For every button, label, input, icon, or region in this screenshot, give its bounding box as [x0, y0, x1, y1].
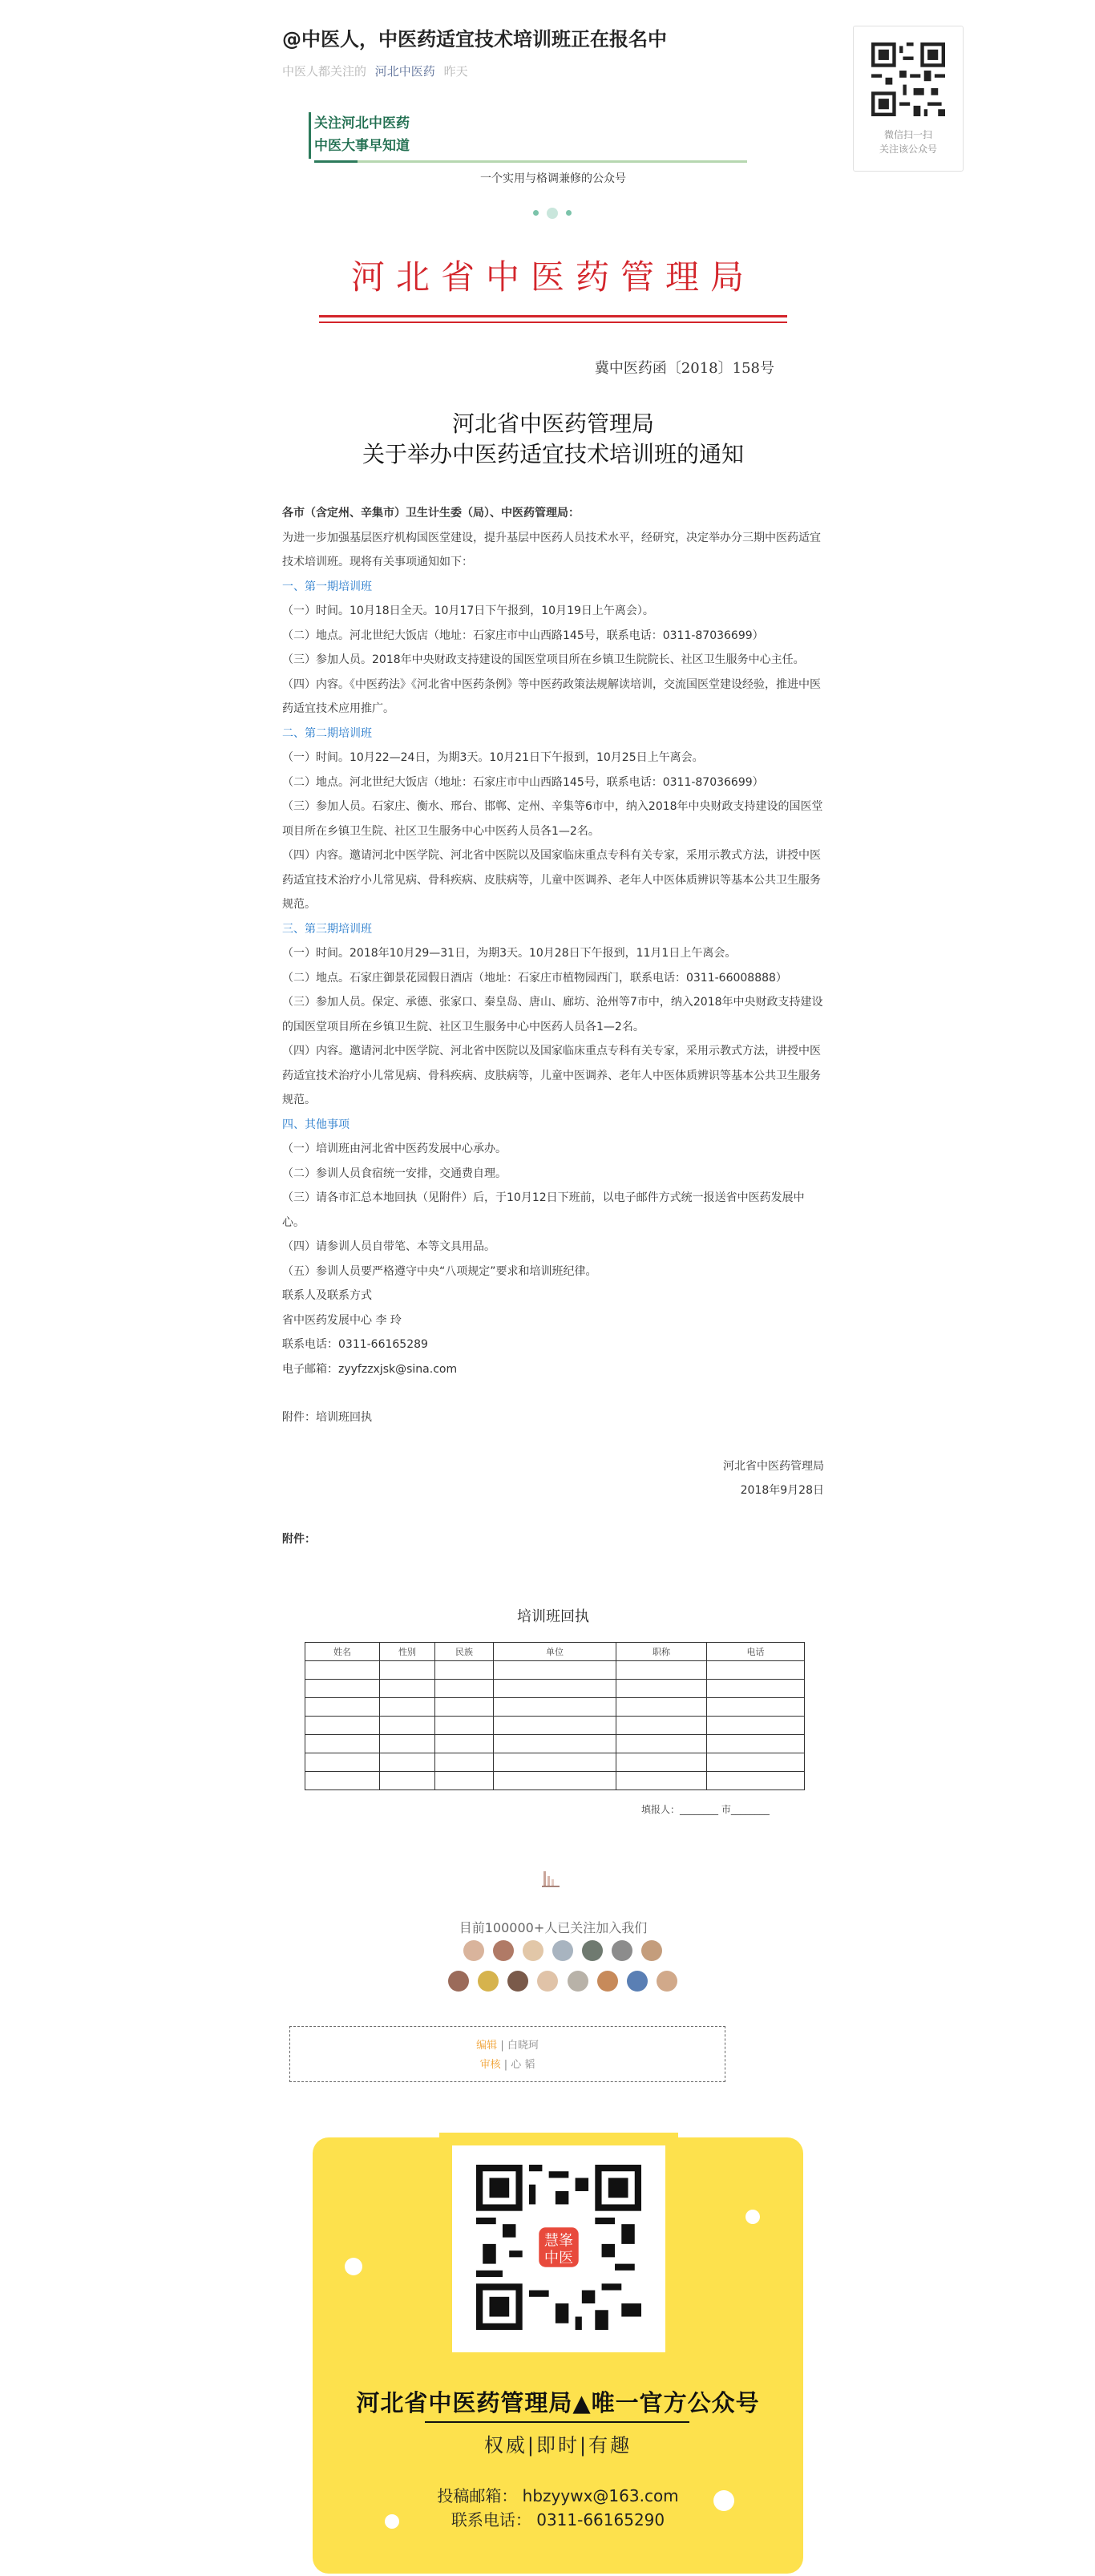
document-title-line1: 河北省中医药管理局 — [451, 410, 654, 437]
meta-prefix: 中医人都关注的 — [282, 64, 367, 79]
table-row — [305, 1717, 805, 1735]
section-heading: 四、其他事项 — [282, 1118, 350, 1131]
avatar-row — [442, 1940, 683, 1964]
roster-table — [305, 1642, 805, 1790]
article-title: @中医人，中医药适宜技术培训班正在报名中 — [282, 28, 667, 51]
table-row — [305, 1661, 805, 1680]
document-header-image — [313, 228, 794, 477]
account-link[interactable]: 河北中医药 — [374, 64, 435, 79]
column-header: 姓名 — [305, 1643, 380, 1661]
paragraph: （三）参加人员。保定、承德、张家口、秦皇岛、唐山、廊坊、沧州等7市中，纳入2018年中央财政支持建设的国医堂项目所在乡镇卫生院、社区卫生服务中心中医药人员各1—2名。 — [282, 996, 823, 1033]
banner-divider — [314, 160, 747, 163]
addressee: 各市（含定州、辛集市）卫生计生委（局）、中医药管理局： — [282, 507, 580, 520]
paragraph: （四）内容。邀请河北中医学院、河北省中医院以及国家临床重点专科有关专家，采用示教式方法，讲授中医药适宜技术治疗小儿常见病、骨科疾病、皮肤病等，儿童中医调养、老年人中医体质辨识等基本公共卫生服务规范。 — [282, 1045, 821, 1106]
section-heading: 三、第三期培训班 — [282, 922, 372, 936]
section-heading: 二、第二期培训班 — [282, 726, 372, 740]
follower-count: 目前100000+人已关注加入我们 — [459, 1920, 648, 1935]
promo-qr-frame — [439, 2133, 678, 2365]
paragraph: （三）请各市汇总本地回执（见附件）后，于10月12日下班前，以电子邮件方式统一报送省中医药发展中心。 — [282, 1191, 805, 1229]
paragraph: （四）请参训人员自带笔、本等文具用品。 — [282, 1240, 495, 1253]
section-heading: 一、第一期培训班 — [282, 580, 372, 593]
avatar-row — [442, 1971, 683, 1995]
bureau-name: 河北省中医药管理局 — [350, 257, 755, 297]
table-row — [305, 1680, 805, 1698]
paragraph: （五）参训人员要严格遵守中央“八项规定”要求和培训班纪律。 — [282, 1264, 597, 1278]
signature: 河北省中医药管理局 — [723, 1459, 824, 1473]
document-title-line2: 关于举办中医药适宜技术培训班的通知 — [362, 441, 744, 467]
attachment-note: 附件：培训班回执 — [282, 1411, 372, 1424]
paragraph: （四）内容。《中医药法》《河北省中医药条例》等中医药政策法规解读培训，交流国医堂建设经验，推进中医药适宜技术应用推广。 — [282, 677, 821, 715]
follow-banner — [314, 112, 410, 157]
table-row — [305, 1735, 805, 1753]
table-header-row — [305, 1643, 805, 1661]
promo-underline — [425, 2421, 689, 2423]
avatar — [478, 1971, 499, 1992]
avatar — [641, 1940, 662, 1961]
promo-contact — [313, 2484, 803, 2532]
paragraph: （三）参加人员。石家庄、衡水、邢台、邯郸、定州、辛集等6市中，纳入2018年中央财政支持建设的国医堂项目所在乡镇卫生院、社区卫生服务中心中医药人员各1—2名。 — [282, 800, 823, 838]
column-header: 性别 — [380, 1643, 435, 1661]
avatar — [463, 1940, 484, 1961]
credits-box — [289, 2026, 725, 2082]
contact-email: 电子邮箱：zyyfzzxjsk@sina.com — [282, 1362, 458, 1376]
editor-key: 编辑 — [476, 2040, 498, 2052]
column-header: 职称 — [616, 1643, 707, 1661]
table-row — [305, 1753, 805, 1772]
paragraph: （一）时间。2018年10月29—31日，为期3天。10月28日下午报到，11月1日上午离会。 — [282, 947, 737, 960]
paragraph: （四）内容。邀请河北中医学院、河北省中医院以及国家临床重点专科有关专家，采用示教式方法，讲授中医药适宜技术治疗小儿常见病、骨科疾病、皮肤病等，儿童中医调养、老年人中医体质辨识等基本公共卫生服务规范。 — [282, 849, 821, 911]
decor-dots — [529, 204, 576, 220]
promo-headline: 河北省中医药管理局▲唯一官方公众号 — [356, 2389, 760, 2416]
promo-qr-inner — [452, 2145, 665, 2352]
qr-code-icon — [871, 42, 945, 116]
decor-dot — [745, 2210, 760, 2224]
publish-date: 昨天 — [443, 64, 468, 79]
bar-icon — [542, 1868, 561, 1887]
paragraph: （一）时间。10月18日全天。10月17日下午报到，10月19日上午离会）。 — [282, 605, 654, 617]
follow-line1: 关注河北中医药 — [314, 115, 410, 131]
decor-dot — [345, 2258, 362, 2275]
form-title: 培训班回执 — [517, 1608, 589, 1625]
article-meta — [282, 63, 824, 79]
review-value: | 心 韬 — [503, 2059, 535, 2071]
qr-badge-text: 中医 — [543, 2249, 574, 2267]
qr-hint-line1: 微信扫一扫 — [883, 129, 932, 140]
avatar — [537, 1971, 558, 1992]
promo-email: 投稿邮箱： hbzyywx@163.com — [437, 2486, 679, 2505]
article-header — [282, 0, 824, 79]
follow-line2: 中医大事早知道 — [314, 138, 410, 154]
signature-date: 2018年9月28日 — [740, 1484, 824, 1497]
contact-heading: 联系人及联系方式 — [282, 1289, 372, 1302]
avatar — [493, 1940, 514, 1961]
table-row — [305, 1772, 805, 1790]
red-rule-thin — [319, 321, 787, 323]
avatar — [507, 1971, 528, 1992]
qr-code-icon[interactable] — [476, 2165, 641, 2330]
editor-line — [290, 2036, 725, 2056]
review-key: 审核 — [479, 2059, 501, 2071]
tagline: 一个实用与格调兼修的公众号 — [480, 172, 626, 185]
avatar — [523, 1940, 543, 1961]
paragraph: （二）地点。石家庄御景花园假日酒店（地址：石家庄市植物园西门，联系电话：0311-66008888） — [282, 971, 787, 985]
column-header: 单位 — [494, 1643, 616, 1661]
paragraph: （二）地点。河北世纪大饭店（地址：石家庄市中山西路145号，联系电话：0311-87036699） — [282, 629, 764, 642]
paragraph: （二）参训人员食宿统一安排，交通费自理。 — [282, 1167, 507, 1180]
qr-hint-line2: 关注该公众号 — [879, 144, 937, 155]
avatar — [657, 1971, 677, 1992]
avatar — [597, 1971, 618, 1992]
avatar — [448, 1971, 469, 1992]
paragraph: （三）参加人员。2018年中央财政支持建设的国医堂项目所在乡镇卫生院院长、社区卫生服务中心主任。 — [282, 653, 805, 666]
banner-accent-bar — [309, 112, 311, 159]
editor-value: | 白晓珂 — [500, 2040, 539, 2052]
table-row — [305, 1698, 805, 1717]
paragraph: （一）时间。10月22—24日，为期3天。10月21日下午报到，10月25日上午离会。 — [282, 751, 704, 764]
red-rule — [319, 315, 787, 317]
intro-paragraph: 为进一步加强基层医疗机构国医堂建设，提升基层中医药人员技术水平，经研究，决定举办分三期中医药适宜技术培训班。现将有关事项通知如下： — [282, 531, 821, 568]
document-title — [313, 409, 794, 470]
promo-slogan: 权威|即时|有趣 — [483, 2434, 632, 2457]
form-filler-line: 填报人：________ 市________ — [641, 1804, 770, 1815]
column-header: 民族 — [435, 1643, 494, 1661]
avatar — [612, 1940, 632, 1961]
avatar — [552, 1940, 573, 1961]
notice-body — [282, 501, 824, 1551]
follow-qr-panel[interactable] — [853, 26, 964, 172]
review-line — [290, 2056, 725, 2075]
qr-badge-text: 慧峯 — [543, 2232, 574, 2250]
document-number: 冀中医药函〔2018〕158号 — [594, 360, 774, 377]
column-header: 电话 — [707, 1643, 805, 1661]
contact-phone: 联系电话：0311-66165289 — [282, 1338, 428, 1351]
paragraph: （二）地点。河北世纪大饭店（地址：石家庄市中山西路145号，联系电话：0311-87036699） — [282, 775, 764, 789]
paragraph: （一）培训班由河北省中医药发展中心承办。 — [282, 1142, 507, 1155]
attachment-label: 附件： — [282, 1532, 316, 1546]
avatar — [568, 1971, 588, 1992]
avatar — [627, 1971, 648, 1992]
contact-person: 省中医药发展中心 李 玲 — [282, 1313, 402, 1327]
avatar — [582, 1940, 603, 1961]
promo-phone: 联系电话： 0311-66165290 — [451, 2510, 665, 2529]
